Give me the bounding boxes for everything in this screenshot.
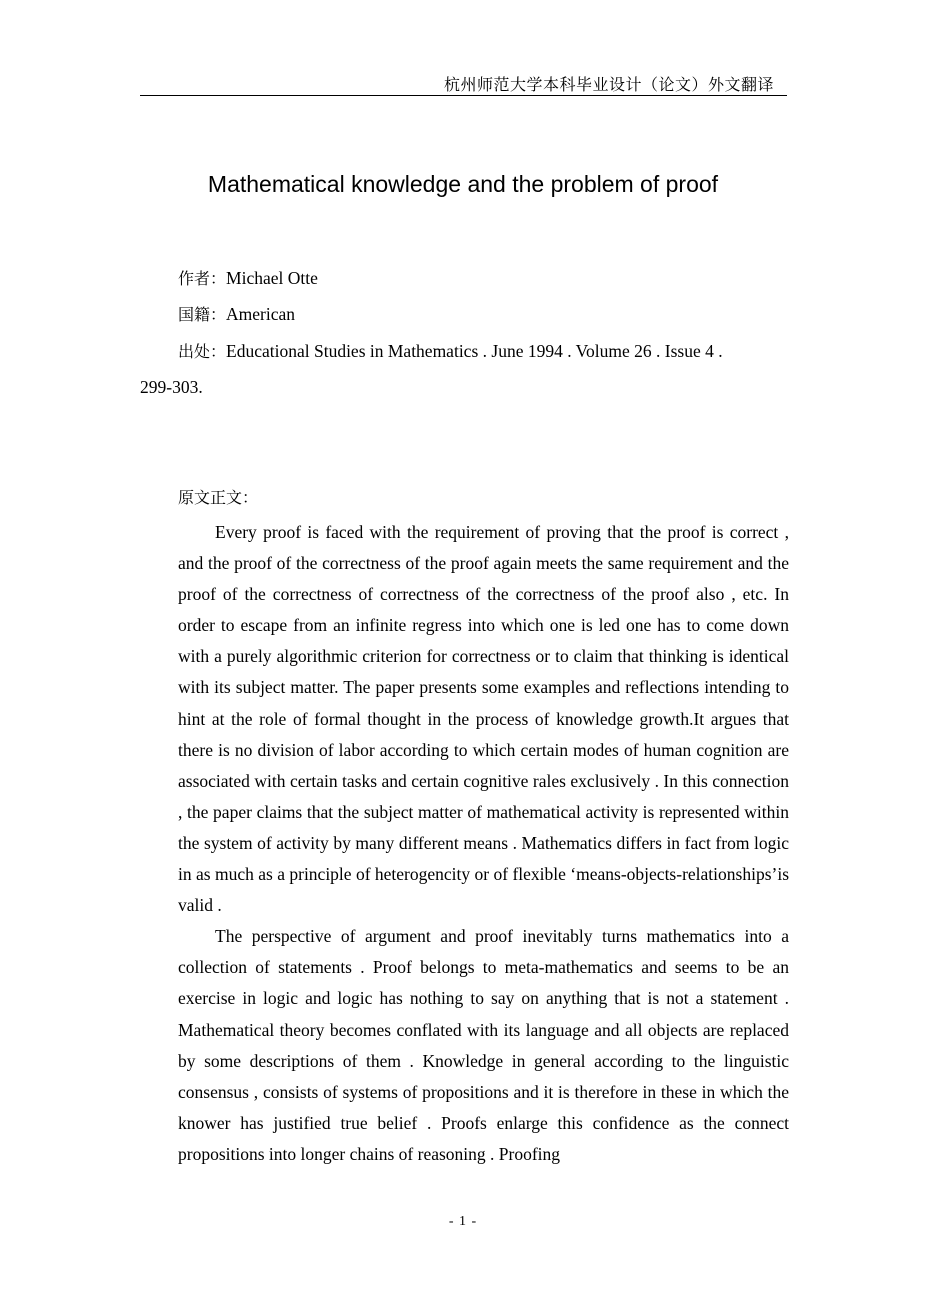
author-value: Michael Otte: [226, 268, 318, 288]
page-header: 杭州师范大学本科毕业设计（论文）外文翻译: [443, 75, 774, 94]
document-title: Mathematical knowledge and the problem of proof: [207, 171, 719, 197]
nationality-line: [178, 302, 295, 325]
paragraph: Every proof is faced with the requirement of proving that the proof is correct , and the proof of the correctness of the proof again meets the same requirement and the proof of the correctness of correctness of the correctness of the proof also , etc. In order to escape from an infinite regress into which one is led one has to come down with a purely algorithmic criterion for correctness or to claim that thinking is identical with its subject matter. The paper presents some examples and reflections intending to hint at the role of formal thought in the process of knowledge growth.It argues that there is no division of labor according to which certain modes of human cognition are associated with certain tasks and certain cognitive rales exclusively . In this connection , the paper claims that the subject matter of mathematical activity is represented within the system of activity by many different means . Mathematics differs in fact from logic in as much as a principle of heterogencity or of flexible ‘means-objects-relationships’is valid .: [178, 522, 789, 916]
author-label: 作者：: [178, 269, 227, 288]
source-value: Educational Studies in Mathematics . June 1994 . Volume 26 . Issue 4 .: [226, 341, 723, 361]
author-line: [178, 266, 318, 289]
body-text: [178, 517, 789, 1170]
source-line: [178, 339, 723, 362]
header-divider: [140, 95, 787, 96]
paragraph: The perspective of argument and proof inevitably turns mathematics into a collection of statements . Proof belongs to meta-mathematics and seems to be an exercise in logic and logic has nothing to say on anything that is not a statement . Mathematical theory becomes conflated with its language and all objects are replaced by some descriptions of them . Knowledge in general according to the linguistic consensus , consists of systems of propositions and it is therefore in these in which the knower has justified true belief . Proofs enlarge this confidence as the connect propositions into longer chains of reasoning . Proofing: [178, 926, 789, 1164]
section-label: 原文正文：: [178, 488, 259, 507]
nationality-label: 国籍：: [178, 305, 227, 324]
nationality-value: American: [226, 304, 296, 324]
source-continuation: 299-303.: [140, 377, 203, 397]
source-label: 出处：: [178, 342, 227, 361]
page-number: - 1 -: [448, 1214, 478, 1229]
